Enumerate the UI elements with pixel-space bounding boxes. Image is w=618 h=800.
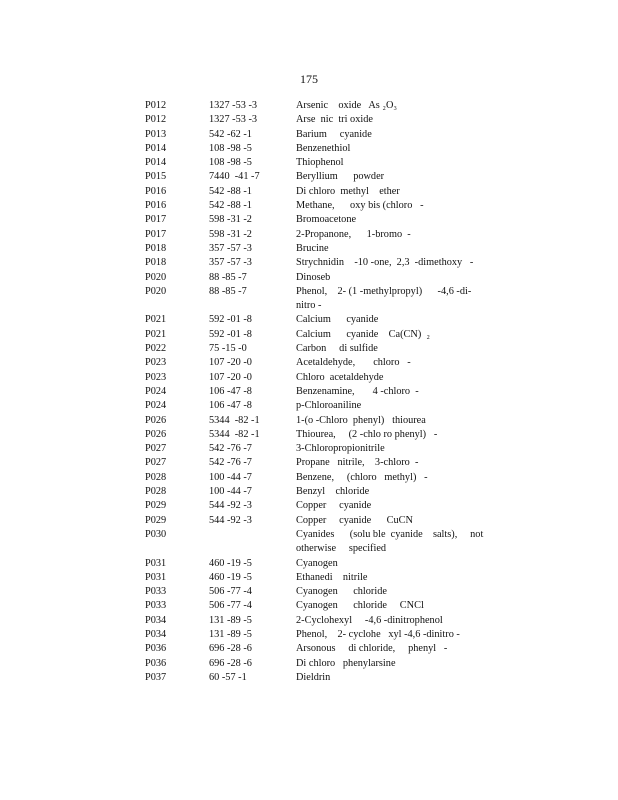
waste-code: P034: [145, 628, 167, 640]
table-row: [145, 328, 485, 342]
substance-name: Cyanogen: [296, 557, 338, 569]
substance-name: Phenol, 2- (1 -methylpropyl) -4,6 -di- nitro -: [296, 285, 472, 312]
cas-number: 100 -44 -7: [209, 471, 252, 483]
table-row: [145, 285, 485, 314]
substance-name: Ethanedi nitrile: [296, 571, 368, 583]
substance-name: Copper cyanide: [296, 500, 372, 512]
substance-name: Methane, oxy bis (chloro -: [296, 200, 424, 212]
cas-number: 5344 -82 -1: [209, 414, 260, 426]
table-row: [145, 514, 485, 528]
cas-number: 108 -98 -5: [209, 157, 252, 169]
substance-name: Phenol, 2- cyclohe xyl -4,6 -dinitro -: [296, 628, 460, 640]
table-row: [145, 356, 485, 370]
substance-name: Arsonous di chloride, phenyl -: [296, 643, 448, 655]
waste-code: P034: [145, 614, 167, 626]
table-row: [145, 499, 485, 513]
substance-name: Barium cyanide: [296, 128, 372, 140]
waste-code: P017: [145, 228, 167, 240]
table-row: [145, 571, 485, 585]
cas-number: 88 -85 -7: [209, 271, 247, 283]
substance-name: Bromoacetone: [296, 214, 357, 226]
table-row: [145, 228, 485, 242]
waste-code: P028: [145, 486, 167, 498]
cas-number: 357 -57 -3: [209, 242, 252, 254]
substance-name: Arsenic oxide As ₂O₃: [296, 100, 397, 111]
substance-name: 1-(o -Chloro phenyl) thiourea: [296, 414, 426, 426]
waste-code: P018: [145, 242, 167, 254]
substance-name: Benzene, (chloro methyl) -: [296, 471, 428, 483]
table-row: [145, 185, 485, 199]
cas-number: 107 -20 -0: [209, 371, 252, 383]
substance-name: 2-Propanone, 1-bromo -: [296, 228, 411, 240]
substance-name: Arse nic tri oxide: [296, 114, 373, 126]
table-row: [145, 271, 485, 285]
table-row: [145, 428, 485, 442]
cas-number: 131 -89 -5: [209, 614, 252, 626]
cas-number: 542 -88 -1: [209, 200, 252, 212]
substance-name: Benzenamine, 4 -chloro -: [296, 385, 419, 397]
substance-name: Di chloro methyl ether: [296, 185, 400, 197]
substance-name: Benzenethiol: [296, 142, 351, 154]
table-row: [145, 585, 485, 599]
cas-number: 107 -20 -0: [209, 357, 252, 369]
waste-code: P027: [145, 443, 167, 455]
substance-name: 3-Chloropropionitrile: [296, 443, 385, 455]
cas-number: 1327 -53 -3: [209, 100, 258, 111]
waste-code: P024: [145, 400, 167, 412]
table-row: [145, 385, 485, 399]
table-row: [145, 485, 485, 499]
waste-code: P021: [145, 328, 167, 340]
waste-code: P029: [145, 500, 167, 512]
substance-name: Thiourea, (2 -chlo ro phenyl) -: [296, 428, 438, 440]
cas-number: 696 -28 -6: [209, 643, 252, 655]
waste-code: P016: [145, 200, 167, 212]
table-row: [145, 642, 485, 656]
waste-code: P020: [145, 271, 167, 283]
cas-number: 506 -77 -4: [209, 586, 252, 598]
cas-number: 75 -15 -0: [209, 343, 247, 355]
cas-number: 598 -31 -2: [209, 214, 252, 226]
table-row: [145, 599, 485, 613]
table-row: [145, 614, 485, 628]
table-row: [145, 199, 485, 213]
substance-name: Calcium cyanide: [296, 314, 379, 326]
table-row: [145, 528, 485, 557]
waste-code: P036: [145, 657, 167, 669]
page-number: 175: [300, 72, 318, 86]
waste-code: P012: [145, 100, 167, 111]
waste-code: P026: [145, 414, 167, 426]
waste-code: P023: [145, 357, 167, 369]
table-row: [145, 242, 485, 256]
table-row: [145, 113, 485, 127]
cas-number: 7440 -41 -7: [209, 171, 260, 183]
cas-number: 106 -47 -8: [209, 385, 252, 397]
substance-name: Acetaldehyde, chloro -: [296, 357, 411, 369]
substance-name: Brucine: [296, 242, 329, 254]
table-row: [145, 142, 485, 156]
table-row: [145, 342, 485, 356]
waste-code: P018: [145, 257, 167, 269]
cas-number: 696 -28 -6: [209, 657, 252, 669]
waste-code: P037: [145, 671, 167, 683]
substance-name: Chloro acetaldehyde: [296, 371, 384, 383]
table-row: [145, 256, 485, 270]
cas-number: 1327 -53 -3: [209, 114, 258, 126]
table-row: [145, 399, 485, 413]
substance-name: Copper cyanide CuCN: [296, 514, 413, 526]
cas-number: 506 -77 -4: [209, 600, 252, 612]
waste-code: P030: [145, 528, 167, 540]
table-row: [145, 313, 485, 327]
cas-number: 100 -44 -7: [209, 486, 252, 498]
substance-name: Benzyl chloride: [296, 486, 370, 498]
cas-number: 542 -76 -7: [209, 457, 252, 469]
substance-name: Thiophenol: [296, 157, 344, 169]
cas-number: 60 -57 -1: [209, 671, 247, 683]
waste-code: P029: [145, 514, 167, 526]
waste-code: P027: [145, 457, 167, 469]
waste-code: P033: [145, 586, 167, 598]
table-row: [145, 170, 485, 184]
cas-number: 544 -92 -3: [209, 514, 252, 526]
cas-number: 108 -98 -5: [209, 142, 252, 154]
waste-code: P013: [145, 128, 167, 140]
waste-code: P028: [145, 471, 167, 483]
substance-name: Carbon di sulfide: [296, 343, 378, 355]
table-row: [145, 671, 485, 685]
cas-number: 357 -57 -3: [209, 257, 252, 269]
cas-number: 460 -19 -5: [209, 571, 252, 583]
substance-name: Dieldrin: [296, 671, 331, 683]
cas-number: 88 -85 -7: [209, 285, 247, 297]
waste-code: P014: [145, 157, 167, 169]
substance-name: Strychnidin -10 -one, 2,3 -dimethoxy -: [296, 257, 474, 269]
cas-number: 598 -31 -2: [209, 228, 252, 240]
cas-number: 592 -01 -8: [209, 314, 252, 326]
table-row: [145, 99, 485, 113]
waste-code: P021: [145, 314, 167, 326]
waste-code: P020: [145, 285, 167, 297]
table-row: [145, 128, 485, 142]
waste-code: P016: [145, 185, 167, 197]
waste-code: P017: [145, 214, 167, 226]
table-row: [145, 371, 485, 385]
cas-number: 460 -19 -5: [209, 557, 252, 569]
table-row: [145, 657, 485, 671]
waste-code: P022: [145, 343, 167, 355]
cas-number: 542 -88 -1: [209, 185, 252, 197]
cas-number: 592 -01 -8: [209, 328, 252, 340]
substance-name: Di chloro phenylarsine: [296, 657, 396, 669]
table-row: [145, 456, 485, 470]
waste-code: P014: [145, 142, 167, 154]
table-row: [145, 213, 485, 227]
substance-name: Propane nitrile, 3-chloro -: [296, 457, 419, 469]
waste-code: P033: [145, 600, 167, 612]
waste-code: P023: [145, 371, 167, 383]
table-row: [145, 628, 485, 642]
cas-number: 5344 -82 -1: [209, 428, 260, 440]
substance-name: Dinoseb: [296, 271, 331, 283]
table-row: [145, 156, 485, 170]
cas-number: 106 -47 -8: [209, 400, 252, 412]
waste-code: P036: [145, 643, 167, 655]
waste-code: P026: [145, 428, 167, 440]
substance-name: Cyanogen chloride CNCl: [296, 600, 424, 612]
waste-code: P031: [145, 571, 167, 583]
substance-name: 2-Cyclohexyl -4,6 -dinitrophenol: [296, 614, 443, 626]
table-row: [145, 414, 485, 428]
substance-name: p-Chloroaniline: [296, 400, 362, 412]
cas-number: 544 -92 -3: [209, 500, 252, 512]
substance-name: Calcium cyanide Ca(CN) ₂: [296, 328, 430, 340]
table-row: [145, 557, 485, 571]
substance-name: Cyanides (solu ble cyanide salts), not otherwise specified: [296, 528, 484, 555]
waste-code: P015: [145, 171, 167, 183]
waste-code: P031: [145, 557, 167, 569]
waste-code: P012: [145, 114, 167, 126]
substance-name: Beryllium powder: [296, 171, 385, 183]
cas-number: 542 -62 -1: [209, 128, 252, 140]
substance-name: Cyanogen chloride: [296, 586, 387, 598]
waste-code: P024: [145, 385, 167, 397]
table-row: [145, 442, 485, 456]
hazardous-waste-table: [145, 99, 485, 685]
table-row: [145, 471, 485, 485]
cas-number: 131 -89 -5: [209, 628, 252, 640]
cas-number: 542 -76 -7: [209, 443, 252, 455]
